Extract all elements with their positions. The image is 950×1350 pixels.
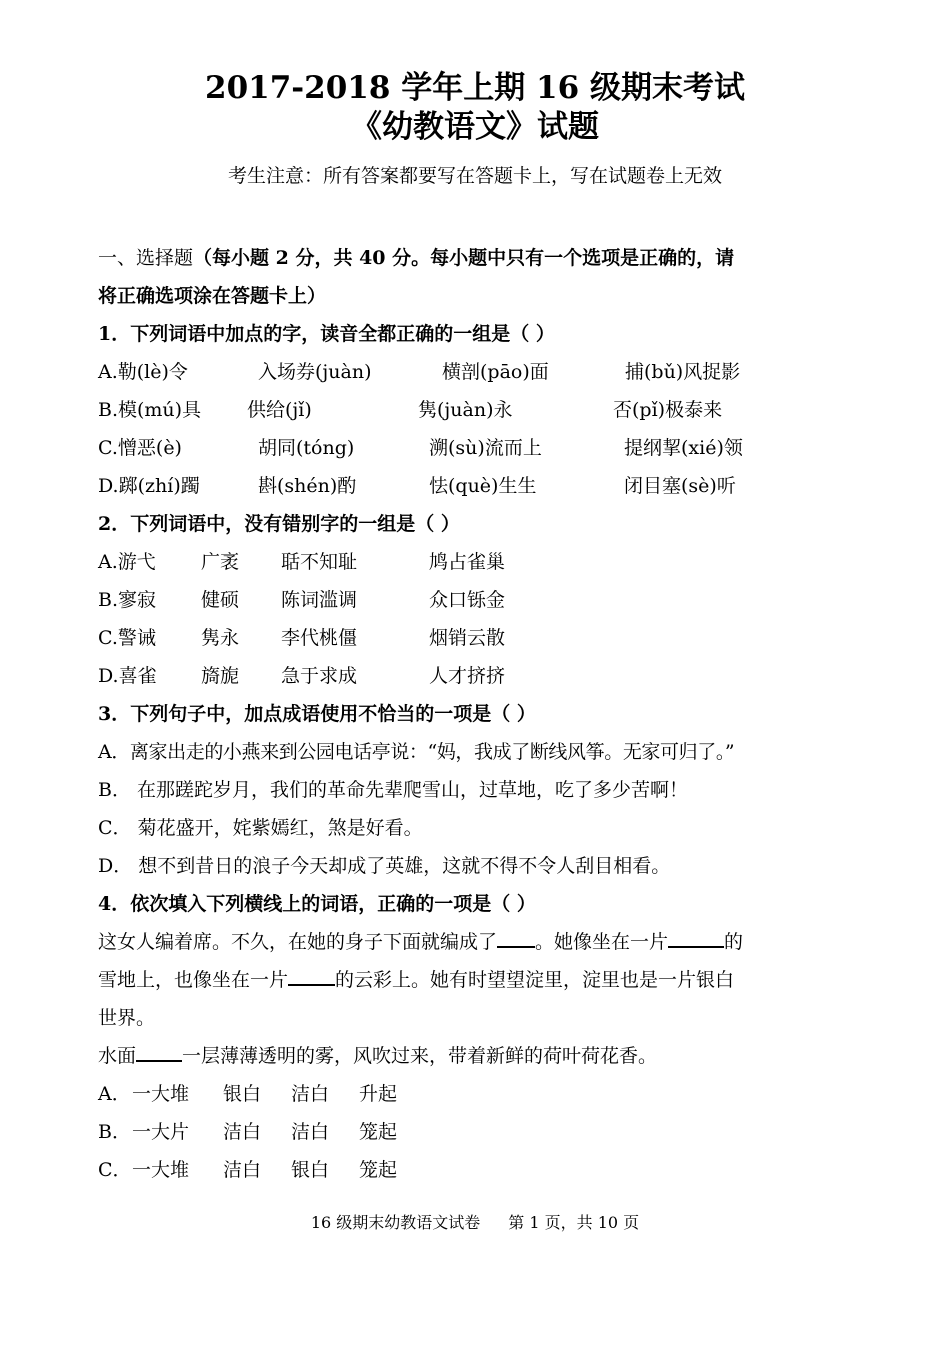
option-cell: 捕(bǔ)风捉影 [625, 361, 741, 383]
option-cell: 陈词滥调 [281, 589, 358, 611]
option-cell: 笼起 [359, 1159, 398, 1181]
option-cell: D.喜雀 [98, 665, 157, 687]
exam-content [98, 239, 858, 1189]
fill-blank-1 [497, 924, 535, 948]
option-cell: 众口铄金 [429, 589, 506, 611]
footer-page-number: 第 1 页，共 10 页 [508, 1213, 640, 1232]
section-heading-instructions-cont: 将正确选项涂在答题卡上） [98, 285, 327, 307]
option-letter: C． [98, 1159, 132, 1181]
option-cell: 胡同(tóng) [258, 437, 355, 459]
option-cell: A.游弋 [98, 551, 156, 573]
option-letter: A． [98, 1083, 131, 1105]
section-heading-instructions: （每小题 2 分，共 40 分。每小题中只有一个选项是正确的，请 [193, 247, 735, 269]
option-cell: 入场券(juàn) [258, 361, 372, 383]
option-cell: 旖旎 [201, 665, 240, 687]
option-cell: 银白 [291, 1159, 330, 1181]
question-1-stem: 1．下列词语中加点的字，读音全都正确的一组是（ ） [98, 323, 555, 345]
fill-blank-3 [288, 962, 335, 986]
question-4-stem: 4．依次填入下列横线上的词语，正确的一项是（ ） [98, 893, 536, 915]
question-3-option-b: B． 在那蹉跎岁月，我们的革命先辈爬雪山，过草地，吃了多少苦啊！ [98, 779, 689, 801]
question-4-option-a [98, 1075, 858, 1113]
option-cell: 溯(sù)流而上 [429, 437, 542, 459]
question-2-option-b [98, 581, 858, 619]
question-3-option-a: A．离家出走的小燕来到公园电话亭说：“妈，我成了断线风筝。无家可归了。” [98, 741, 735, 763]
option-cell: 洁白 [291, 1083, 330, 1105]
question-3-option-c: C． 菊花盛开，姹紫嫣红，煞是好看。 [98, 817, 423, 839]
option-cell: 隽(juàn)永 [418, 399, 513, 421]
option-cell: B.模(mú)具 [98, 399, 202, 421]
option-cell: 闭目塞(sè)听 [624, 475, 736, 497]
option-cell: 烟销云散 [429, 627, 506, 649]
option-cell: 洁白 [223, 1159, 262, 1181]
fill-blank-4 [136, 1038, 182, 1062]
option-cell: 洁白 [223, 1121, 262, 1143]
option-letter: B． [98, 1121, 131, 1143]
option-cell: 健硕 [201, 589, 240, 611]
passage-text: 。她像坐在一片 [535, 931, 669, 953]
question-4-passage-line2 [98, 961, 858, 999]
question-2-option-c [98, 619, 858, 657]
option-cell: 供给(jǐ) [247, 399, 312, 421]
option-cell: 人才挤挤 [429, 665, 506, 687]
option-cell: 提纲挈(xié)领 [624, 437, 743, 459]
page-footer [0, 1212, 950, 1234]
option-cell: 升起 [359, 1083, 398, 1105]
question-2-option-d [98, 657, 858, 695]
exam-title-line2: 《幼教语文》试题 [351, 109, 599, 145]
question-4-option-c [98, 1151, 858, 1189]
passage-text: 的 [724, 931, 744, 953]
question-4-passage-line4 [98, 1037, 858, 1075]
option-cell: 一大堆 [132, 1083, 190, 1105]
option-cell: B.寥寂 [98, 589, 157, 611]
passage-text: 雪地上，也像坐在一片 [98, 969, 289, 991]
question-1-option-a [98, 353, 858, 391]
question-2-option-a [98, 543, 858, 581]
option-cell: 鸠占雀巢 [429, 551, 506, 573]
passage-text: 水面 [98, 1045, 137, 1067]
question-4-passage-line3: 世界。 [98, 1007, 156, 1029]
option-cell: 聒不知耻 [281, 551, 358, 573]
passage-text: 这女人编着席。不久，在她的身子下面就编成了 [98, 931, 498, 953]
option-cell: C.憎恶(è) [98, 437, 182, 459]
option-cell: 李代桃僵 [281, 627, 358, 649]
option-cell: 一大堆 [132, 1159, 190, 1181]
option-cell: 一大片 [132, 1121, 190, 1143]
section-heading [98, 239, 858, 277]
exam-notice: 考生注意：所有答案都要写在答题卡上，写在试题卷上无效 [227, 165, 722, 187]
exam-title-line1: 2017-2018 学年上期 16 级期末考试 [205, 70, 745, 106]
option-cell: 洁白 [291, 1121, 330, 1143]
option-cell: 广袤 [201, 551, 240, 573]
passage-text: 一层薄薄透明的雾，风吹过来，带着新鲜的荷叶荷花香。 [182, 1045, 658, 1067]
option-cell: 笼起 [359, 1121, 398, 1143]
option-cell: 急于求成 [281, 665, 358, 687]
question-4-option-b [98, 1113, 858, 1151]
question-1-option-c [98, 429, 858, 467]
fill-blank-2 [668, 924, 724, 948]
option-cell: 隽永 [201, 627, 240, 649]
option-cell: 怯(què)生生 [429, 475, 537, 497]
question-3-option-d: D． 想不到昔日的浪子今天却成了英雄，这就不得不令人刮目相看。 [98, 855, 671, 877]
question-3-stem: 3．下列句子中，加点成语使用不恰当的一项是（ ） [98, 703, 536, 725]
option-cell: 横剖(pāo)面 [442, 361, 549, 383]
option-cell: 斟(shén)酌 [258, 475, 357, 497]
option-cell: C.警诫 [98, 627, 156, 649]
option-cell: 否(pǐ)极泰来 [613, 399, 723, 421]
passage-text: 的云彩上。她有时望望淀里，淀里也是一片银白 [335, 969, 735, 991]
footer-exam-name: 16 级期末幼教语文试卷 [310, 1213, 481, 1232]
option-cell: A.勒(lè)令 [98, 361, 188, 383]
question-2-stem: 2．下列词语中，没有错别字的一组是（ ） [98, 513, 460, 535]
question-1-option-b [98, 391, 858, 429]
section-heading-label: 一、选择题 [98, 247, 194, 269]
question-1-option-d [98, 467, 858, 505]
option-cell: D.踯(zhí)躅 [98, 475, 200, 497]
option-cell: 银白 [223, 1083, 262, 1105]
question-4-passage-line1 [98, 923, 858, 961]
